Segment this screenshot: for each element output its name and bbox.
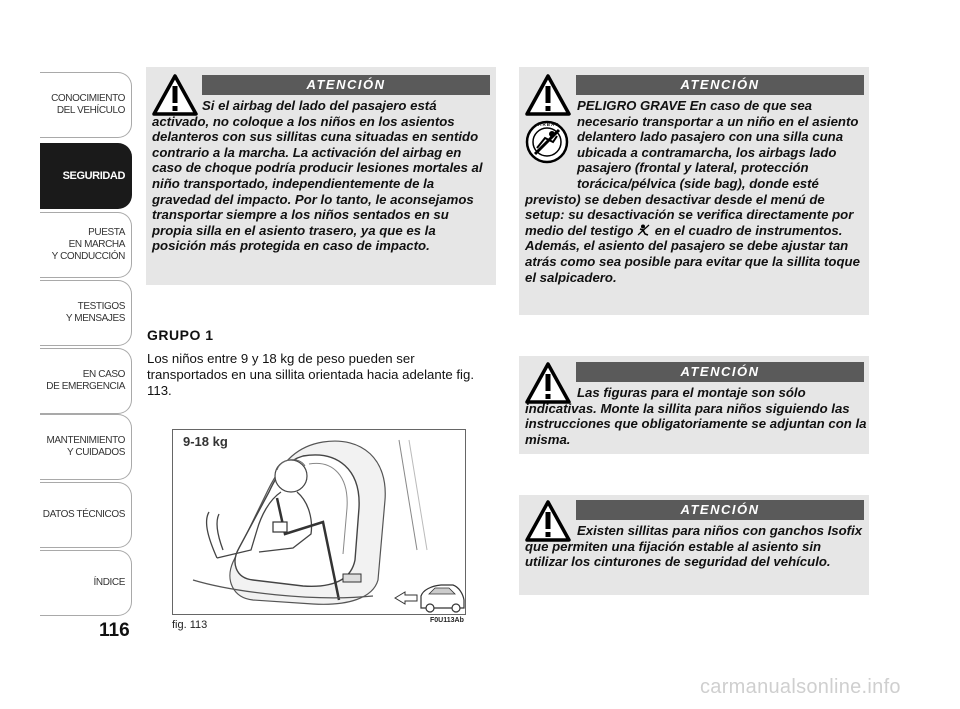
tab-seguridad[interactable] [40,143,132,209]
warning-text: Las figuras para el montaje son sólo indicativas. Monte la sillita para niños siguiendo las instrucciones que obligatoriamente se adjuntan con la misma. [525,385,867,447]
warning-text-part-2: en el cuadro de instrumentos. Además, el asiento del pasajero se debe ajustar tan atrás como sea posible para evitar que la sillita toque el salpicadero. [525,222,860,285]
warning-box-isofix [519,495,869,595]
warning-title: ATENCIÓN [576,75,864,95]
section-heading: GRUPO 1 [147,327,214,343]
warning-text-part-1: PELIGRO GRAVE En caso de que sea necesario transportar a un niño en el asiento delantero lado pasajero con una silla cuna ubicada a contramarcha, los airbags lado pasajero (frontal y lateral, protección torácica/pélvica (side bag), donde esté previsto) se deben desactivar desde el menú de setup: su desactivación se verifica directamente por medio del testigo [525,98,859,238]
child-seat-illustration [173,430,466,615]
tab-label: ÍNDICE [93,577,125,588]
warning-text: Existen sillitas para niños con ganchos Isofix que permiten una fijación estable al asiento sin utilizar los cinturones de seguridad del vehículo. [525,523,863,570]
tab-puesta-en-marcha[interactable] [40,212,132,278]
tab-label: SEGURIDAD [62,170,125,182]
tab-label: DATOS TÉCNICOS [42,509,125,520]
figure-code: F0U113Ab [430,617,464,624]
passenger-airbag-off-icon [637,224,651,236]
page-number: 116 [99,620,130,641]
tab-emergencia[interactable] [40,348,132,414]
watermark: carmanualsonline.info [700,676,901,698]
tab-datos-tecnicos[interactable] [40,482,132,548]
warning-title: ATENCIÓN [202,75,490,95]
tab-indice[interactable] [40,550,132,616]
airbag-badge-text: AIRBAG [536,122,560,127]
tab-label: CONOCIMIENTO DEL VEHÍCULO [51,93,125,116]
tab-label: TESTIGOS Y MENSAJES [65,301,125,324]
tab-testigos[interactable] [40,280,132,346]
section-body-text: Los niños entre 9 y 18 kg de peso pueden ser transportados en una sillita orientada hacia adelante fig. 113. [147,351,474,398]
warning-text [525,98,865,285]
tab-mantenimiento[interactable] [40,414,132,480]
figure-caption: fig. 113 [172,619,208,631]
tab-label: PUESTA EN MARCHA Y CONDUCCIÓN [51,227,125,262]
tab-label: MANTENIMIENTO Y CUIDADOS [46,435,125,458]
tab-label: EN CASO DE EMERGENCIA [46,369,125,392]
child-seat-figure [172,429,466,615]
warning-text: Si el airbag del lado del pasajero está activado, no coloque a los niños en los asientos delanteros con sus sillitas cuna situadas en sentido contrario a la marcha. La activación del airbag en caso de choque podría producir lesiones mortales al niño transportado, independientemente de la gravedad del impacto. Por lo tanto, le aconsejamos transportar siempre a los niños sentados en su propia silla en el asiento trasero, ya que es la posición más protegida en caso de impacto. [152,98,483,254]
tab-conocimiento[interactable] [40,72,132,138]
warning-box-airbag-front [146,67,496,285]
figure-weight-label: 9-18 kg [183,434,228,449]
warning-box-peligro-grave [519,67,869,315]
warning-box-figuras [519,356,869,454]
warning-title: ATENCIÓN [576,500,864,520]
warning-title: ATENCIÓN [576,362,864,382]
